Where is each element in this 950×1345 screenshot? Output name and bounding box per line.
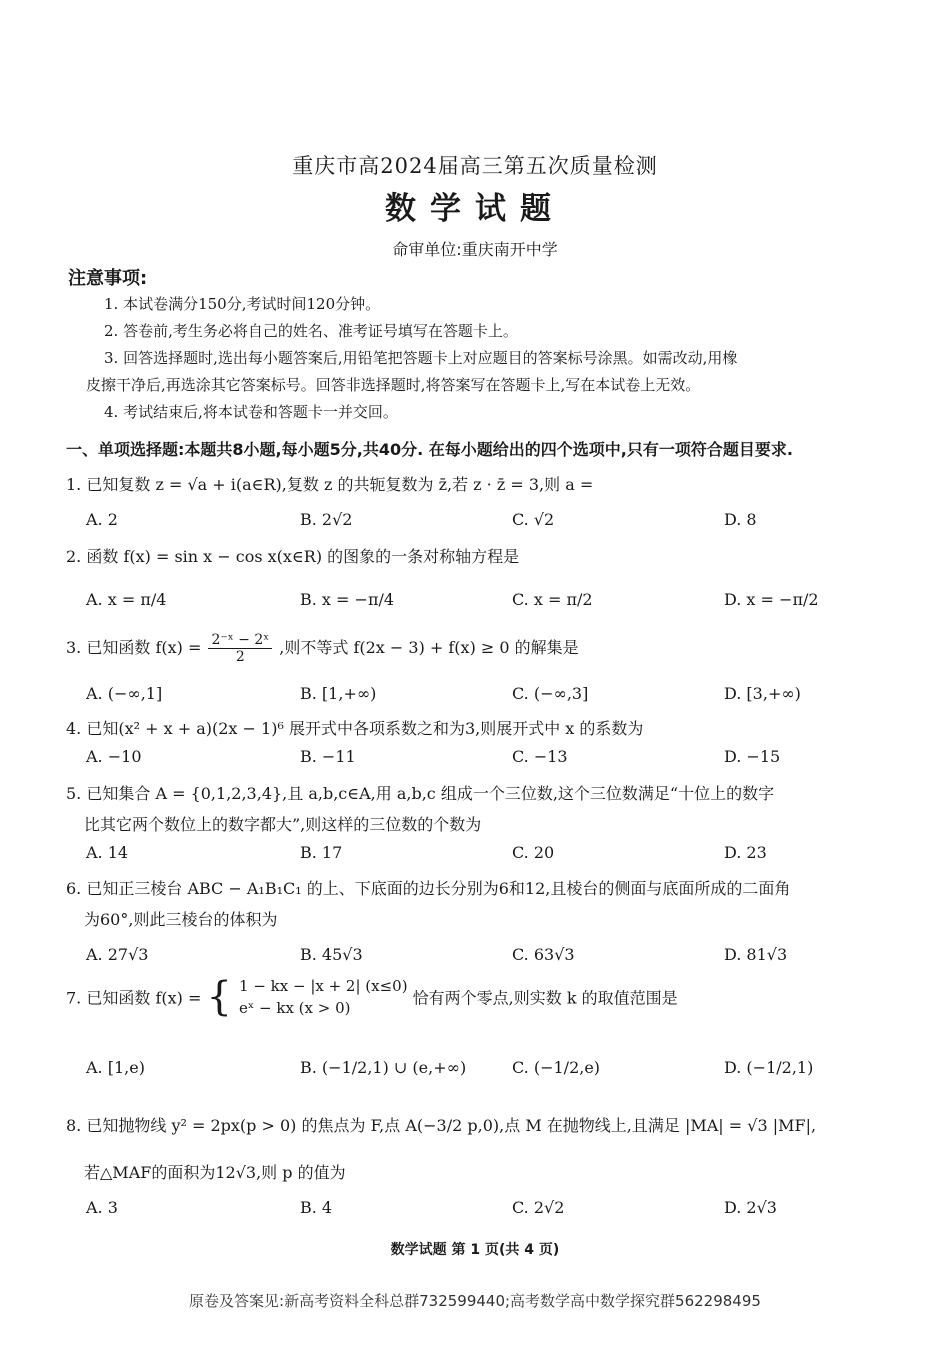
- notice-heading: 注意事项:: [68, 268, 148, 289]
- question-5-stem-line2: 比其它两个数位上的数字都大”,则这样的三位数的个数为: [84, 815, 482, 834]
- question-2-option-a: A. x = π/4: [86, 590, 167, 609]
- question-7-option-c: C. (−1/2,e): [512, 1058, 601, 1077]
- question-7-stem-pre: 7. 已知函数 f(x) =: [66, 988, 202, 1008]
- question-7-option-d: D. (−1/2,1): [724, 1058, 814, 1077]
- page-footer: 数学试题 第 1 页(共 4 页): [390, 1242, 560, 1258]
- question-7-case-1: 1 − kx − |x + 2| (x≤0): [239, 977, 408, 995]
- question-2-stem: 2. 函数 f(x) = sin x − cos x(x∈R) 的图象的一条对称轴方程是: [66, 547, 520, 566]
- question-3-fraction-denominator: 2: [235, 649, 245, 665]
- question-4-stem: 4. 已知(x² + x + a)(2x − 1)⁶ 展开式中各项系数之和为3,则展开式中 x 的系数为: [66, 719, 644, 738]
- question-7-case-2: eˣ − kx (x > 0): [239, 999, 351, 1017]
- question-8-option-d: D. 2√3: [724, 1198, 777, 1217]
- question-5-option-c: C. 20: [512, 843, 555, 862]
- question-4-option-c: C. −13: [512, 747, 568, 766]
- question-3-option-d: D. [3,+∞): [724, 684, 801, 703]
- question-6-option-d: D. 81√3: [724, 945, 788, 964]
- question-4-option-a: A. −10: [86, 747, 142, 766]
- question-2-option-c: C. x = π/2: [512, 590, 593, 609]
- question-7-option-b: B. (−1/2,1) ∪ (e,+∞): [300, 1058, 467, 1077]
- question-1-option-a: A. 2: [86, 510, 118, 529]
- question-7-cases: [239, 975, 408, 1019]
- question-3-stem-pre: 3. 已知函数 f(x) =: [66, 638, 202, 657]
- question-8-option-c: C. 2√2: [512, 1198, 565, 1217]
- section-heading: 一、单项选择题:本题共8小题,每小题5分,共40分. 在每小题给出的四个选项中,只有一项符合题目要求.: [66, 440, 793, 459]
- question-1-option-b: B. 2√2: [300, 510, 353, 529]
- question-6-option-a: A. 27√3: [86, 945, 149, 964]
- question-6-option-b: B. 45√3: [300, 945, 363, 964]
- notice-item-1: 1. 本试卷满分150分,考试时间120分钟。: [104, 295, 381, 313]
- question-4-option-d: D. −15: [724, 747, 781, 766]
- subject-title: 数学试题: [385, 191, 565, 227]
- question-5-option-d: D. 23: [724, 843, 767, 862]
- question-3-stem-post: ,则不等式 f(2x − 3) + f(x) ≥ 0 的解集是: [279, 638, 579, 657]
- question-6-option-c: C. 63√3: [512, 945, 575, 964]
- question-7-option-a: A. [1,e): [86, 1058, 145, 1077]
- question-8-stem-line2: 若△MAF的面积为12√3,则 p 的值为: [84, 1163, 346, 1182]
- question-8-option-b: B. 4: [300, 1198, 333, 1217]
- question-5-option-a: A. 14: [86, 843, 129, 862]
- question-1-stem: 1. 已知复数 z = √a + i(a∈R),复数 z 的共轭复数为 z̄,若 z · z̄ = 3,则 a =: [66, 475, 594, 494]
- question-2-option-d: D. x = −π/2: [724, 590, 819, 609]
- question-5-option-b: B. 17: [300, 843, 343, 862]
- question-7-brace: {: [206, 974, 232, 1020]
- notice-item-3: 3. 回答选择题时,选出每小题答案后,用铅笔把答题卡上对应题目的答案标号涂黑。如需改动,用橡: [104, 349, 738, 367]
- question-6-stem-line2: 为60°,则此三棱台的体积为: [84, 910, 278, 929]
- notice-item-2: 2. 答卷前,考生务必将自己的姓名、准考证号填写在答题卡上。: [104, 322, 518, 340]
- question-1-option-c: C. √2: [512, 510, 555, 529]
- question-8-option-a: A. 3: [86, 1198, 118, 1217]
- question-3-fraction-numerator: 2⁻ˣ − 2ˣ: [208, 632, 272, 649]
- source-note: 原卷及答案见:新高考资料全科总群732599440;高考数学高中数学探究群562298495: [189, 1292, 761, 1310]
- notice-item-3-cont: 皮擦干净后,再选涂其它答案标号。回答非选择题时,将答案写在答题卡上,写在本试卷上无效。: [86, 376, 701, 394]
- question-3-fraction: [208, 632, 272, 665]
- question-3-option-b: B. [1,+∞): [300, 684, 377, 703]
- question-2-option-b: B. x = −π/4: [300, 590, 395, 609]
- question-7-stem: [66, 975, 678, 1019]
- question-8-stem-line1: 8. 已知抛物线 y² = 2px(p > 0) 的焦点为 F,点 A(−3/2 p,0),点 M 在抛物线上,且满足 |MA| = √3 |MF|,: [66, 1116, 817, 1135]
- question-4-option-b: B. −11: [300, 747, 356, 766]
- question-5-stem-line1: 5. 已知集合 A = {0,1,2,3,4},且 a,b,c∈A,用 a,b,c 组成一个三位数,这个三位数满足“十位上的数字: [66, 784, 775, 803]
- question-6-stem-line1: 6. 已知正三棱台 ABC − A₁B₁C₁ 的上、下底面的边长分别为6和12,且棱台的侧面与底面所成的二面角: [66, 879, 791, 898]
- question-1-option-d: D. 8: [724, 510, 757, 529]
- notice-item-4: 4. 考试结束后,将本试卷和答题卡一并交回。: [104, 403, 398, 421]
- question-3-option-a: A. (−∞,1]: [86, 684, 163, 703]
- question-7-stem-post: 恰有两个零点,则实数 k 的取值范围是: [412, 988, 678, 1008]
- author-unit: 命审单位:重庆南开中学: [392, 240, 558, 259]
- question-3-option-c: C. (−∞,3]: [512, 684, 589, 703]
- question-3-stem: [66, 632, 579, 665]
- exam-title: 重庆市高2024届高三第五次质量检测: [292, 154, 658, 178]
